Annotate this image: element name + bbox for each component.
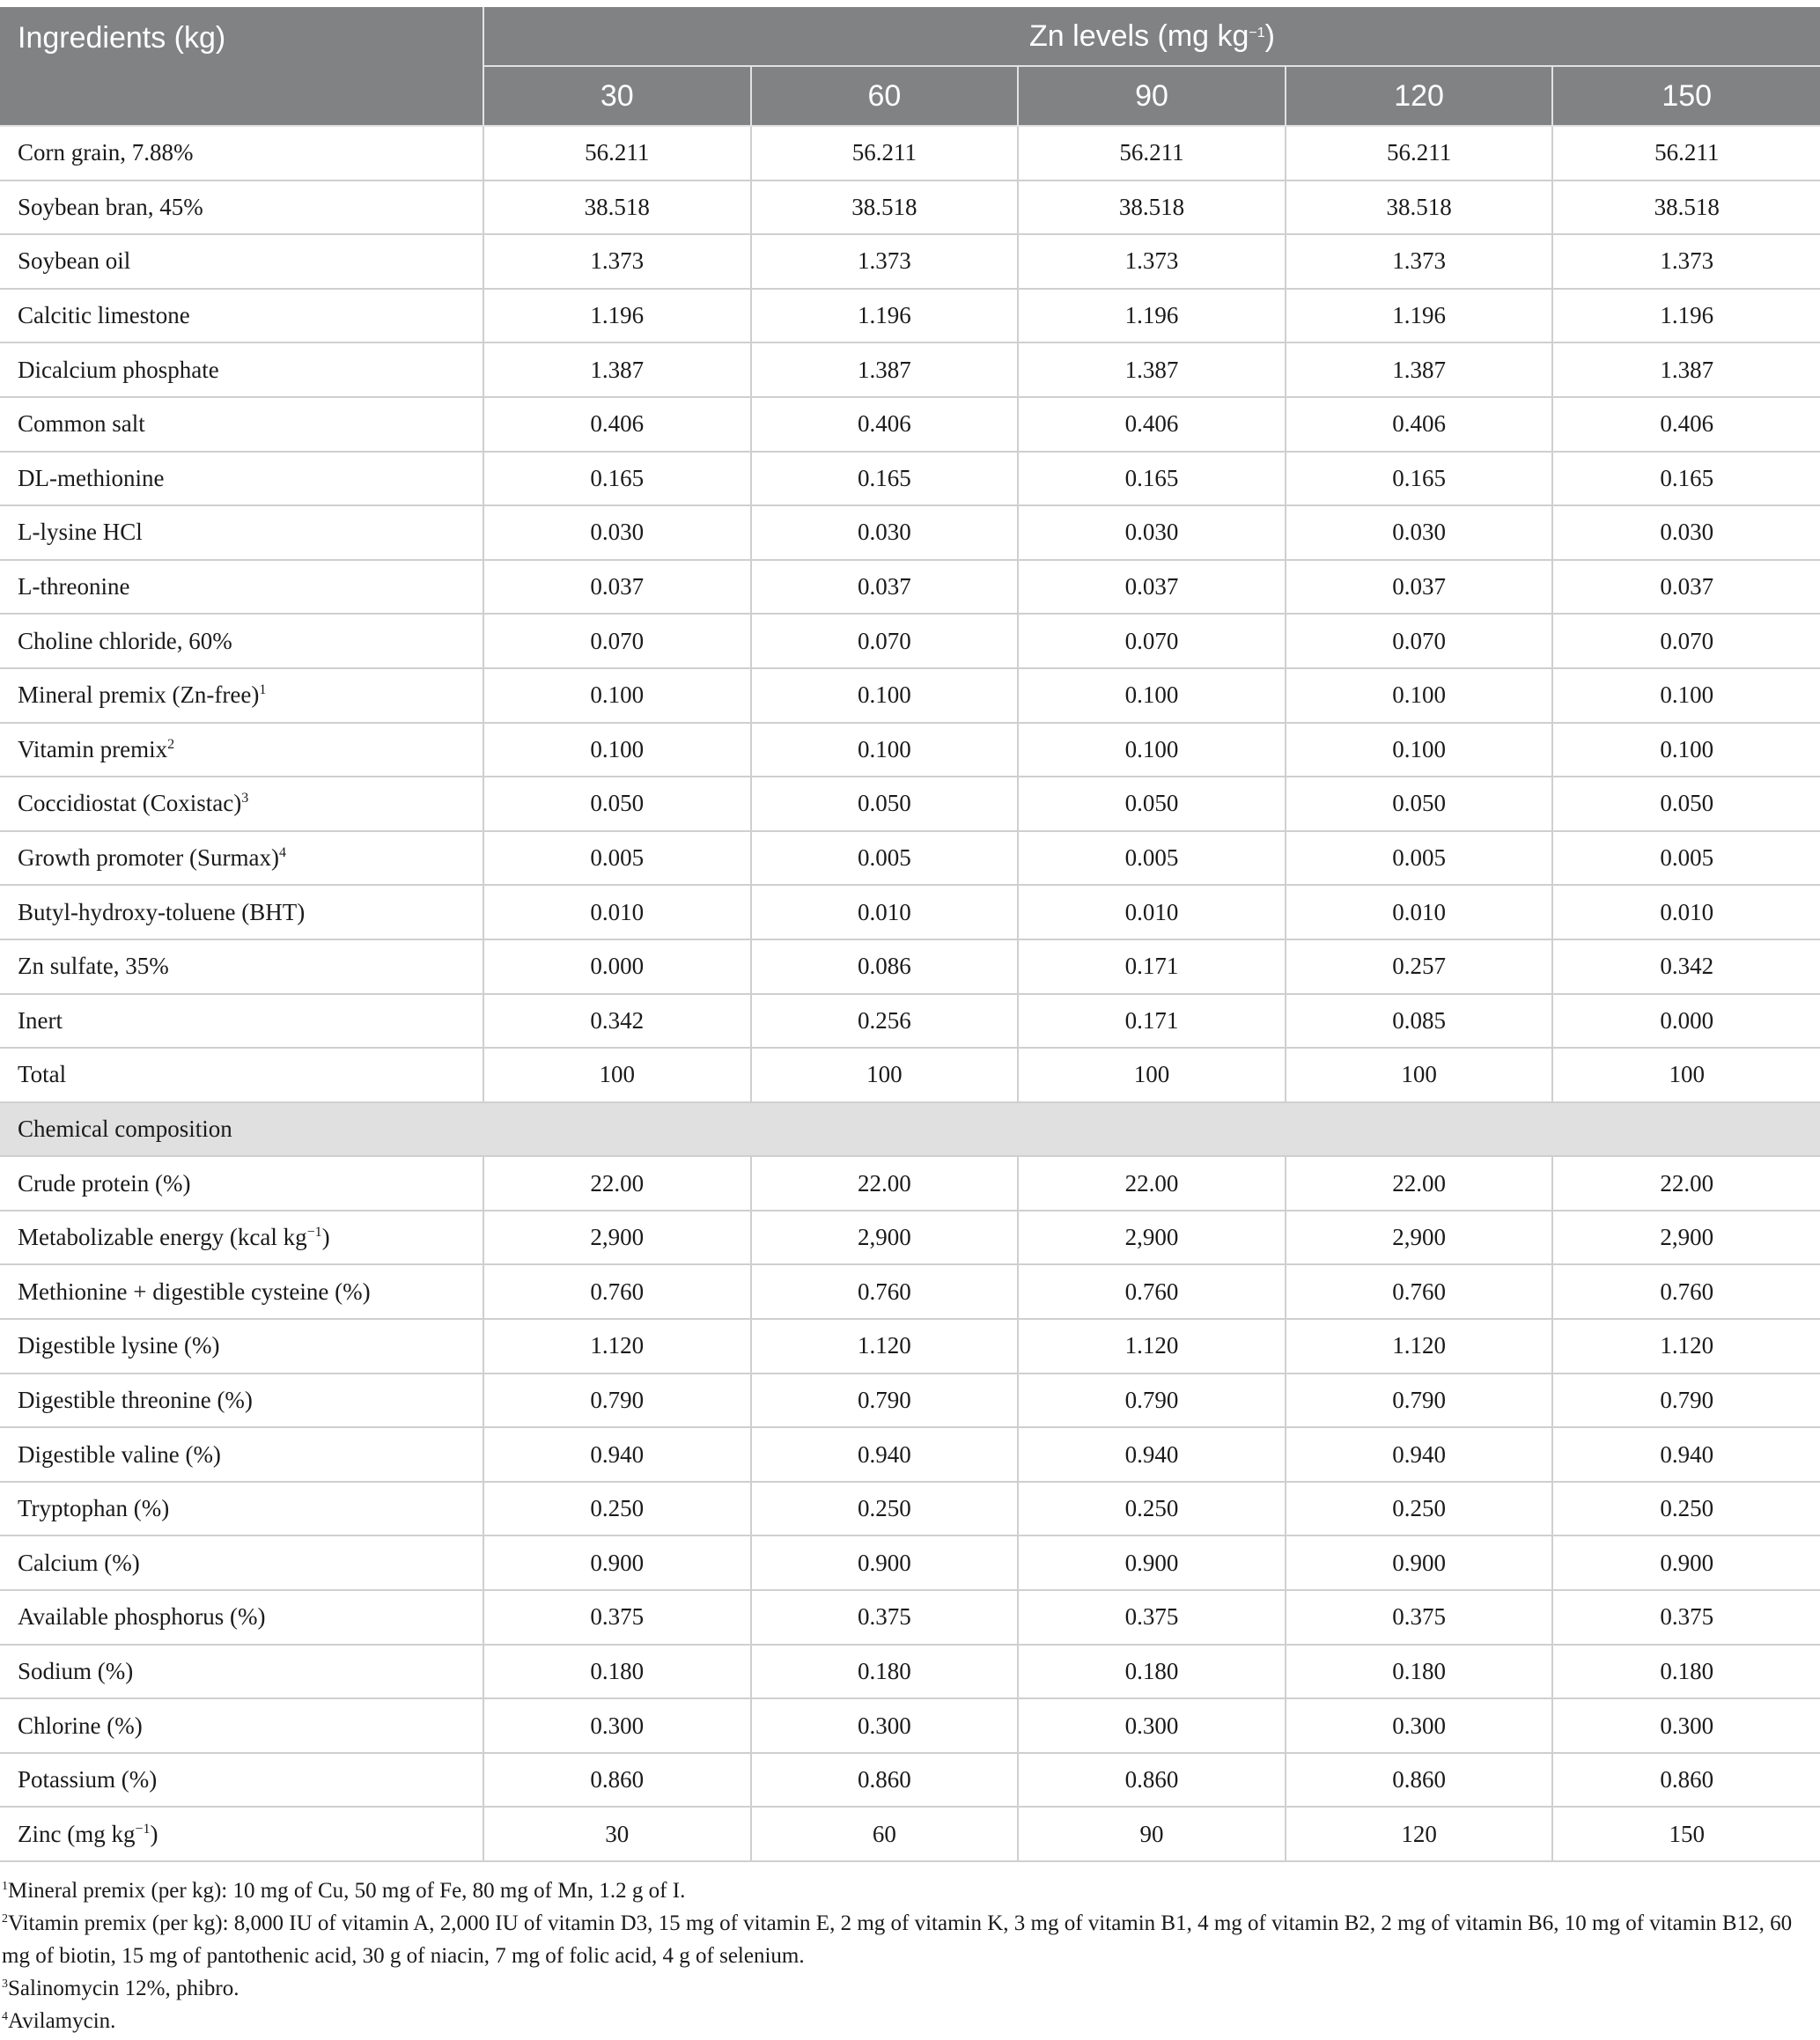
value-cell: 0.406: [1018, 397, 1286, 452]
table-row: [0, 180, 1820, 235]
table-row: [0, 289, 1820, 343]
value-cell: 0.375: [1552, 1590, 1820, 1645]
table-row: [0, 1319, 1820, 1374]
value-cell: 0.180: [1552, 1645, 1820, 1699]
value-cell: 0.860: [483, 1753, 751, 1808]
value-cell: 1.387: [1018, 342, 1286, 397]
value-cell: 0.050: [1018, 777, 1286, 831]
value-cell: 0.790: [751, 1374, 1019, 1428]
value-cell: 0.250: [751, 1482, 1019, 1536]
level-header: 90: [1018, 66, 1286, 126]
value-cell: 0.070: [1018, 614, 1286, 668]
value-cell: 0.010: [1552, 885, 1820, 939]
value-cell: 1.120: [1018, 1319, 1286, 1374]
value-cell: 0.030: [1018, 505, 1286, 560]
value-cell: 0.940: [483, 1427, 751, 1482]
value-cell: 0.010: [1018, 885, 1286, 939]
value-cell: 100: [751, 1048, 1019, 1102]
value-cell: 0.180: [483, 1645, 751, 1699]
value-cell: 0.300: [483, 1698, 751, 1753]
table-row: [0, 1374, 1820, 1428]
value-cell: 0.900: [1552, 1536, 1820, 1590]
value-cell: 56.211: [1286, 126, 1553, 180]
row-label: Sodium (%): [0, 1645, 483, 1699]
row-label: Butyl-hydroxy-toluene (BHT): [0, 885, 483, 939]
value-cell: 0.005: [751, 831, 1019, 886]
value-cell: 1.196: [483, 289, 751, 343]
row-label: Calcium (%): [0, 1536, 483, 1590]
table-row: [0, 1482, 1820, 1536]
value-cell: 22.00: [1286, 1156, 1553, 1211]
value-cell: 0.030: [1552, 505, 1820, 560]
value-cell: 1.387: [1286, 342, 1553, 397]
table-row: [0, 126, 1820, 180]
value-cell: 0.900: [1286, 1536, 1553, 1590]
value-cell: 60: [751, 1807, 1019, 1861]
table-row: [0, 397, 1820, 452]
row-label: DL-methionine: [0, 452, 483, 506]
value-cell: 0.257: [1286, 939, 1553, 994]
table-row: [0, 885, 1820, 939]
value-cell: 0.100: [1552, 723, 1820, 777]
value-cell: 0.300: [1286, 1698, 1553, 1753]
value-cell: 38.518: [1018, 180, 1286, 235]
value-cell: 0.940: [1552, 1427, 1820, 1482]
row-label: Mineral premix (Zn-free)$^1$: [0, 668, 483, 723]
value-cell: 0.037: [1018, 560, 1286, 615]
row-label: Potassium (%): [0, 1753, 483, 1808]
value-cell: 56.211: [1018, 126, 1286, 180]
row-label: Growth promoter $(Surmax)^4$: [0, 831, 483, 886]
value-cell: 2,900: [1286, 1211, 1553, 1265]
value-cell: 1.373: [1286, 234, 1553, 289]
value-cell: 38.518: [483, 180, 751, 235]
value-cell: 0.406: [1552, 397, 1820, 452]
table-container: [0, 7, 1820, 2037]
row-label: Calcitic limestone: [0, 289, 483, 343]
table-row: [0, 342, 1820, 397]
value-cell: 0.100: [1018, 723, 1286, 777]
table-row: [0, 1536, 1820, 1590]
value-cell: 1.120: [483, 1319, 751, 1374]
value-cell: 0.760: [1286, 1264, 1553, 1319]
value-cell: 0.005: [1018, 831, 1286, 886]
value-cell: 0.790: [1286, 1374, 1553, 1428]
value-cell: 0.250: [1552, 1482, 1820, 1536]
value-cell: 0.010: [751, 885, 1019, 939]
value-cell: 30: [483, 1807, 751, 1861]
value-cell: 1.373: [1018, 234, 1286, 289]
value-cell: 0.900: [1018, 1536, 1286, 1590]
value-cell: 22.00: [1552, 1156, 1820, 1211]
value-cell: 0.860: [1552, 1753, 1820, 1808]
value-cell: 0.250: [1286, 1482, 1553, 1536]
value-cell: 1.373: [751, 234, 1019, 289]
value-cell: 0.070: [1552, 614, 1820, 668]
value-cell: 1.120: [751, 1319, 1019, 1374]
table-row: [0, 831, 1820, 886]
value-cell: 0.790: [1018, 1374, 1286, 1428]
value-cell: 0.100: [751, 668, 1019, 723]
value-cell: 0.342: [1552, 939, 1820, 994]
value-cell: 0.406: [751, 397, 1019, 452]
value-cell: 0.000: [483, 939, 751, 994]
row-label: Corn grain, 7.88%: [0, 126, 483, 180]
value-cell: 1.373: [483, 234, 751, 289]
row-label: Available phosphorus (%): [0, 1590, 483, 1645]
value-cell: 0.375: [483, 1590, 751, 1645]
row-label: Inert: [0, 994, 483, 1049]
row-label: Soybean oil: [0, 234, 483, 289]
value-cell: 0.100: [1286, 723, 1553, 777]
value-cell: 0.050: [1286, 777, 1553, 831]
value-cell: 1.196: [1286, 289, 1553, 343]
table-row: [0, 234, 1820, 289]
value-cell: 0.940: [751, 1427, 1019, 1482]
value-cell: 0.375: [1286, 1590, 1553, 1645]
value-cell: 0.180: [751, 1645, 1019, 1699]
value-cell: 0.165: [483, 452, 751, 506]
value-cell: 0.085: [1286, 994, 1553, 1049]
row-label: Digestible threonine (%): [0, 1374, 483, 1428]
value-cell: 0.165: [1018, 452, 1286, 506]
value-cell: 22.00: [483, 1156, 751, 1211]
table-row: [0, 939, 1820, 994]
value-cell: 0.250: [483, 1482, 751, 1536]
value-cell: 56.211: [1552, 126, 1820, 180]
value-cell: 0.000: [1552, 994, 1820, 1049]
value-cell: 22.00: [1018, 1156, 1286, 1211]
value-cell: 120: [1286, 1807, 1553, 1861]
value-cell: 0.037: [751, 560, 1019, 615]
value-cell: 38.518: [1286, 180, 1553, 235]
value-cell: 0.171: [1018, 994, 1286, 1049]
value-cell: 0.086: [751, 939, 1019, 994]
section-row: [0, 1102, 1820, 1157]
table-row: [0, 1427, 1820, 1482]
value-cell: 1.373: [1552, 234, 1820, 289]
value-cell: 22.00: [751, 1156, 1019, 1211]
value-cell: 0.250: [1018, 1482, 1286, 1536]
value-cell: 0.300: [1552, 1698, 1820, 1753]
value-cell: 0.070: [1286, 614, 1553, 668]
table-row: [0, 1698, 1820, 1753]
row-label: Methionine + digestible cysteine (%): [0, 1264, 483, 1319]
value-cell: 56.211: [751, 126, 1019, 180]
ingredients-header: Ingredients (kg): [0, 7, 483, 126]
value-cell: 0.375: [1018, 1590, 1286, 1645]
value-cell: 0.900: [751, 1536, 1019, 1590]
value-cell: 0.100: [751, 723, 1019, 777]
table-body: [0, 126, 1820, 1861]
table-row: [0, 1590, 1820, 1645]
value-cell: 0.180: [1018, 1645, 1286, 1699]
value-cell: 38.518: [1552, 180, 1820, 235]
value-cell: 0.037: [1552, 560, 1820, 615]
table-row: [0, 505, 1820, 560]
value-cell: 0.070: [751, 614, 1019, 668]
value-cell: 100: [483, 1048, 751, 1102]
value-cell: 0.037: [1286, 560, 1553, 615]
value-cell: 0.790: [1552, 1374, 1820, 1428]
value-cell: 0.100: [1286, 668, 1553, 723]
value-cell: 0.050: [1552, 777, 1820, 831]
value-cell: 0.100: [483, 723, 751, 777]
value-cell: 0.860: [751, 1753, 1019, 1808]
value-cell: 2,900: [1552, 1211, 1820, 1265]
row-label: Vitamin premix$^2$: [0, 723, 483, 777]
value-cell: 0.037: [483, 560, 751, 615]
value-cell: 0.100: [1018, 668, 1286, 723]
row-label: Zn sulfate, 35%: [0, 939, 483, 994]
diet-composition-table: [0, 7, 1820, 1862]
value-cell: 1.120: [1286, 1319, 1553, 1374]
table-row: [0, 1753, 1820, 1808]
value-cell: 0.005: [483, 831, 751, 886]
value-cell: 2,900: [483, 1211, 751, 1265]
row-label: Crude protein (%): [0, 1156, 483, 1211]
footnote: $^1$Mineral premix (per kg): 10 mg of Cu, 50 mg of Fe, 80 mg of Mn, 1.2 g of I.: [2, 1879, 686, 1903]
value-cell: 0.180: [1286, 1645, 1553, 1699]
value-cell: 100: [1286, 1048, 1553, 1102]
row-label: Coccidiostat (Coxistac)$^3$: [0, 777, 483, 831]
row-label: L-lysine HCl: [0, 505, 483, 560]
value-cell: 0.760: [1018, 1264, 1286, 1319]
table-row: [0, 1156, 1820, 1211]
value-cell: 2,900: [1018, 1211, 1286, 1265]
row-label: Chlorine (%): [0, 1698, 483, 1753]
table-row: [0, 994, 1820, 1049]
table-row: [0, 560, 1820, 615]
value-cell: 100: [1018, 1048, 1286, 1102]
table-row: [0, 1211, 1820, 1265]
value-cell: 1.387: [483, 342, 751, 397]
value-cell: 0.070: [483, 614, 751, 668]
row-label: Digestible lysine (%): [0, 1319, 483, 1374]
row-label: Metabolizable energy (kcal $kg^{-1}$): [0, 1211, 483, 1265]
row-label: Total: [0, 1048, 483, 1102]
value-cell: 0.165: [1286, 452, 1553, 506]
footnote: $^3$Salinomycin 12%, phibro.: [2, 1977, 239, 2000]
value-cell: 0.256: [751, 994, 1019, 1049]
section-label: Chemical composition: [0, 1102, 1820, 1157]
table-row: [0, 1645, 1820, 1699]
value-cell: 0.760: [483, 1264, 751, 1319]
value-cell: 0.050: [751, 777, 1019, 831]
value-cell: 38.518: [751, 180, 1019, 235]
value-cell: 1.196: [1018, 289, 1286, 343]
value-cell: 1.196: [751, 289, 1019, 343]
value-cell: 0.760: [1552, 1264, 1820, 1319]
value-cell: 56.211: [483, 126, 751, 180]
value-cell: 1.387: [751, 342, 1019, 397]
value-cell: 0.375: [751, 1590, 1019, 1645]
value-cell: 0.406: [1286, 397, 1553, 452]
table-row: [0, 1264, 1820, 1319]
value-cell: 0.010: [1286, 885, 1553, 939]
row-label: Zinc (mg $kg^{-1}$): [0, 1807, 483, 1861]
row-label: Digestible valine (%): [0, 1427, 483, 1482]
value-cell: 2,900: [751, 1211, 1019, 1265]
value-cell: 0.100: [1552, 668, 1820, 723]
value-cell: 1.196: [1552, 289, 1820, 343]
value-cell: 100: [1552, 1048, 1820, 1102]
value-cell: 0.171: [1018, 939, 1286, 994]
value-cell: 0.030: [1286, 505, 1553, 560]
level-header: 150: [1552, 66, 1820, 126]
table-row: [0, 723, 1820, 777]
value-cell: 0.165: [751, 452, 1019, 506]
row-label: Soybean bran, 45%: [0, 180, 483, 235]
level-header: 30: [483, 66, 751, 126]
table-row: [0, 668, 1820, 723]
value-cell: 0.900: [483, 1536, 751, 1590]
row-label: Common salt: [0, 397, 483, 452]
level-header: 120: [1286, 66, 1553, 126]
row-label: Tryptophan (%): [0, 1482, 483, 1536]
table-row: [0, 452, 1820, 506]
table-row: [0, 1807, 1820, 1861]
value-cell: 0.030: [483, 505, 751, 560]
value-cell: 90: [1018, 1807, 1286, 1861]
value-cell: 0.342: [483, 994, 751, 1049]
header-row-group: [0, 7, 1820, 66]
value-cell: 0.165: [1552, 452, 1820, 506]
value-cell: 0.940: [1286, 1427, 1553, 1482]
value-cell: 0.790: [483, 1374, 751, 1428]
value-cell: 0.030: [751, 505, 1019, 560]
value-cell: 0.050: [483, 777, 751, 831]
value-cell: 0.005: [1286, 831, 1553, 886]
row-label: L-threonine: [0, 560, 483, 615]
row-label: Dicalcium phosphate: [0, 342, 483, 397]
footnotes: [0, 1862, 1820, 2037]
level-header: 60: [751, 66, 1019, 126]
value-cell: 0.010: [483, 885, 751, 939]
value-cell: 0.300: [751, 1698, 1019, 1753]
zn-levels-header: Zn levels (mg $kg^{-1}$): [483, 7, 1820, 66]
value-cell: 0.940: [1018, 1427, 1286, 1482]
value-cell: 0.300: [1018, 1698, 1286, 1753]
footnote: $^2$Vitamin premix (per kg): 8,000 IU of vitamin A, 2,000 IU of vitamin D3, 15 mg of vitamin E, 2 mg of vitamin K, 3 mg of vitamin B1, 4 mg of vitamin B2, 2 mg of vitamin B6, 10 mg of vitamin B12, 60 mg of biotin, 15 mg of pantothenic acid, 30 g of niacin, 7 mg of folic acid, 4 g of selenium.: [2, 1911, 1793, 1968]
value-cell: 0.760: [751, 1264, 1019, 1319]
value-cell: 0.860: [1286, 1753, 1553, 1808]
table-row: [0, 777, 1820, 831]
value-cell: 0.100: [483, 668, 751, 723]
footnote: $^4$Avilamycin.: [2, 2009, 116, 2033]
value-cell: 0.406: [483, 397, 751, 452]
value-cell: 1.387: [1552, 342, 1820, 397]
value-cell: 1.120: [1552, 1319, 1820, 1374]
table-row: [0, 614, 1820, 668]
value-cell: 0.005: [1552, 831, 1820, 886]
table-row: [0, 1048, 1820, 1102]
value-cell: 150: [1552, 1807, 1820, 1861]
row-label: Choline chloride, 60%: [0, 614, 483, 668]
value-cell: 0.860: [1018, 1753, 1286, 1808]
